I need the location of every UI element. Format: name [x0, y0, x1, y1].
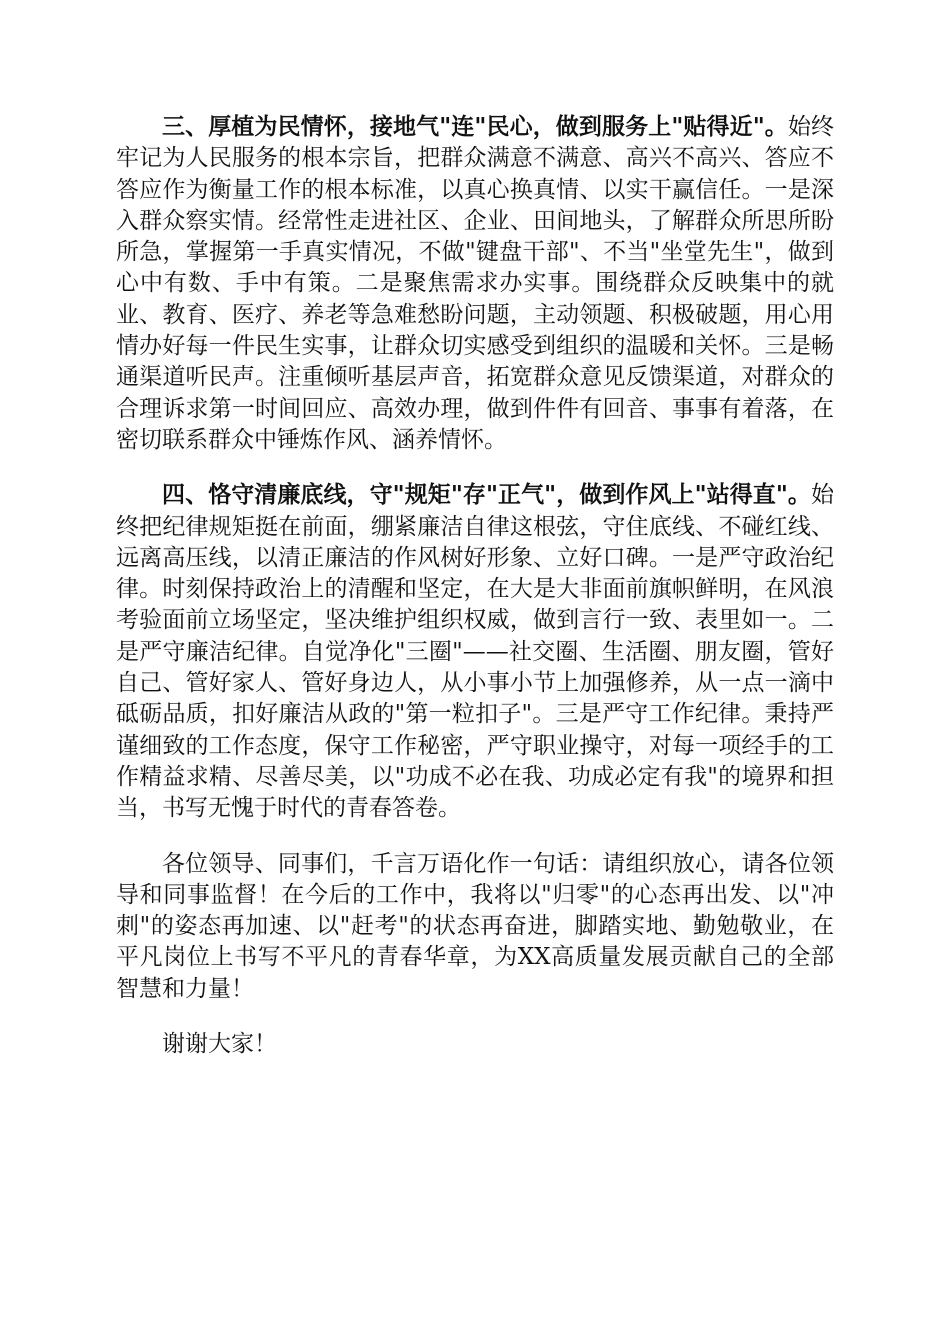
section-four-heading: 四、恪守清廉底线，守"规矩"存"正气"，做到作风上"站得直"。	[162, 482, 811, 509]
section-three-heading: 三、厚植为民情怀，接地气"连"民心，做到服务上"贴得近"。	[162, 114, 788, 140]
thanks-line: 谢谢大家！	[162, 1031, 277, 1058]
section-four-paragraph	[116, 480, 834, 824]
closing-paragraph: 各位领导、同事们，千言万语化作一句话：请组织放心，请各位领导和同事监督！在今后的工作中，我将以"归零"的心态再出发、以"冲刺"的姿态再加速、以"赶考"的状态再奋进，脚踏实地、勤勉敬业，在平凡岗位上书写不平凡的青春华章，为XX高质量发展贡献自己的全部智慧和力量！	[116, 850, 834, 1002]
section-three-body: 始终牢记为人民服务的根本宗旨，把群众满意不满意、高兴不高兴、答应不答应作为衡量工作的根本标准，以真心换真情、以实干赢信任。一是深入群众察实情。经常性走进社区、企业、田间地头，了解群众所思所盼所急，掌握第一手真实情况，不做"键盘干部"、不当"坐堂先生"，做到心中有数、手中有策。二是聚焦需求办实事。围绕群众反映集中的就业、教育、医疗、养老等急难愁盼问题，主动领题、积极破题，用心用情办好每一件民生实事，让群众切实感受到组织的温暖和关怀。三是畅通渠道听民声。注重倾听基层声音，拓宽群众意见反馈渠道，对群众的合理诉求第一时间回应、高效办理，做到件件有回音、事事有着落，在密切联系群众中锤炼作风、涵养情怀。	[116, 114, 835, 453]
document-page	[116, 112, 834, 1084]
section-three-paragraph	[116, 112, 834, 456]
section-four-body: 始终把纪律规矩挺在前面，绷紧廉洁自律这根弦，守住底线、不碰红线、远离高压线，以清正廉洁的作风树好形象、立好口碑。一是严守政治纪律。时刻保持政治上的清醒和坚定，在大是大非面前旗帜鲜明，在风浪考验面前立场坚定，坚决维护组织权威，做到言行一致、表里如一。二是严守廉洁纪律。自觉净化"三圈"——社交圈、生活圈、朋友圈，管好自己、管好家人、管好身边人，从小事小节上加强修养，从一点一滴中砥砺品质，扣好廉洁从政的"第一粒扣子"。三是严守工作纪律。秉持严谨细致的工作态度，保守工作秘密，严守职业操守，对每一项经手的工作精益求精、尽善尽美，以"功成不必在我、功成必定有我"的境界和担当，书写无愧于时代的青春答卷。	[116, 482, 834, 822]
